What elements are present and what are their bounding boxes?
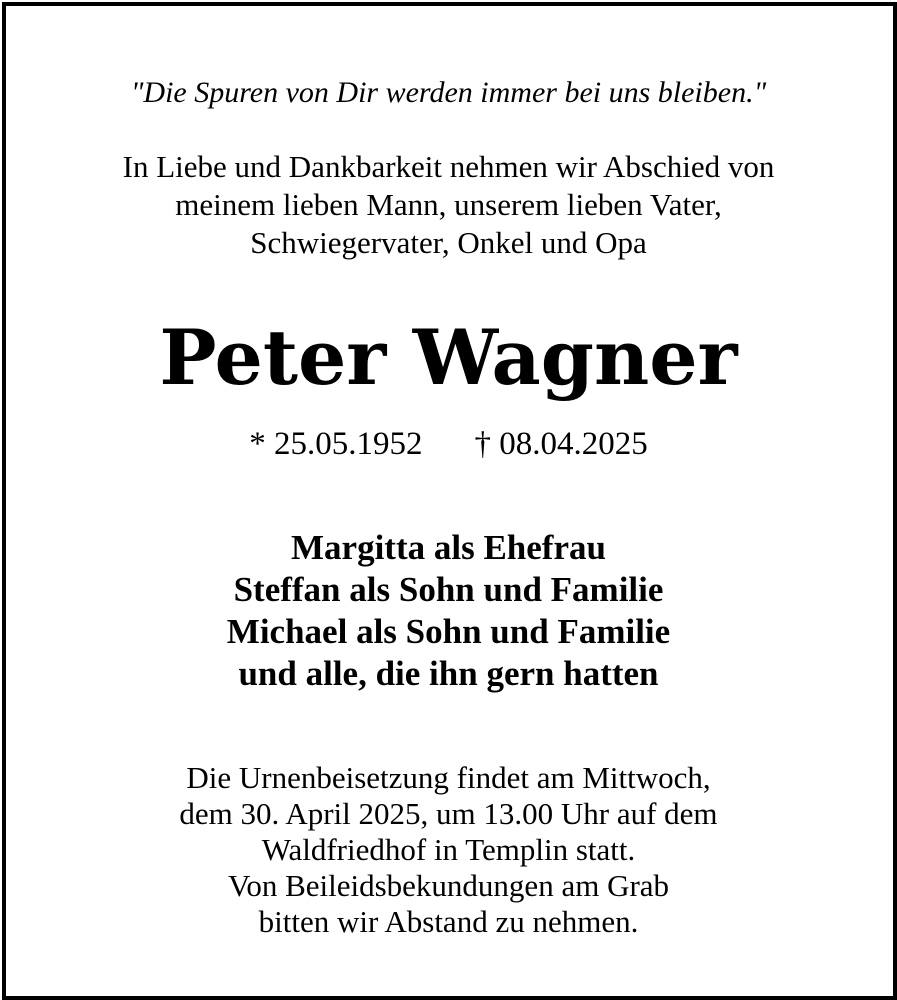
farewell-intro: [0, 148, 897, 262]
notice-line: Die Urnenbeisetzung findet am Mittwoch,: [186, 760, 711, 795]
intro-line: Schwiegervater, Onkel und Opa: [250, 225, 647, 260]
mourner-line: Margitta als Ehefrau: [291, 528, 606, 567]
death-date: † 08.04.2025: [474, 426, 648, 462]
mourner-line: und alle, die ihn gern hatten: [238, 654, 659, 693]
mourner-line: Steffan als Sohn und Familie: [233, 570, 664, 609]
life-dates: [0, 422, 897, 466]
notice-line: Waldfriedhof in Templin statt.: [261, 832, 636, 867]
notice-line: Von Beileidsbekundungen am Grab: [227, 868, 670, 903]
intro-line: In Liebe und Dankbarkeit nehmen wir Abschied von: [122, 149, 775, 184]
birth-date: * 25.05.1952: [249, 426, 423, 462]
intro-line: meinem lieben Mann, unserem lieben Vater,: [175, 187, 722, 222]
memorial-quote: "Die Spuren von Dir werden immer bei uns bleiben.": [130, 76, 767, 109]
deceased-name: Peter Wagner: [159, 313, 738, 402]
notice-line: bitten wir Abstand zu nehmen.: [258, 904, 639, 939]
notice-line: dem 30. April 2025, um 13.00 Uhr auf dem: [179, 796, 718, 831]
funeral-notice: [0, 760, 897, 940]
mourners-list: [0, 527, 897, 695]
mourner-line: Michael als Sohn und Familie: [226, 612, 671, 651]
